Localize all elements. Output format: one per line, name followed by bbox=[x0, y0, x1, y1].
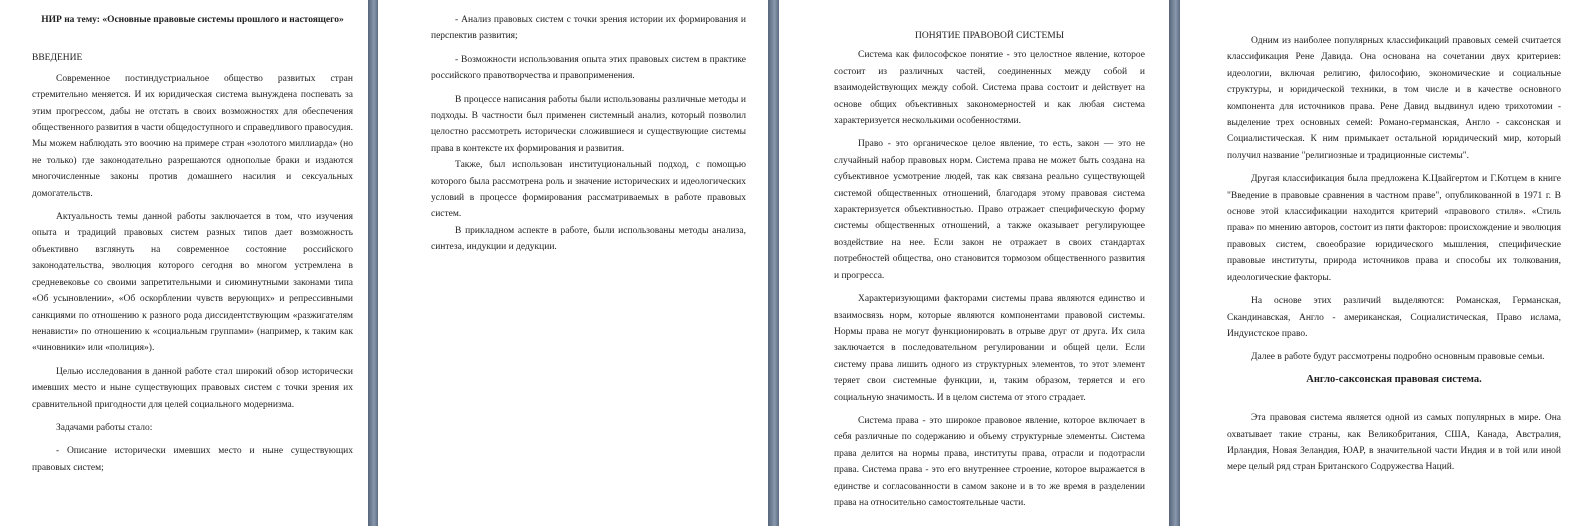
paragraph: На основе этих различий выделяются: Романская, Германская, Скандинавская, Англо - американская, Социалистическая, Право ислама, Индуистское право. bbox=[1227, 296, 1561, 339]
document-page-4[interactable] bbox=[1180, 0, 1585, 526]
list-item: - Анализ правовых систем с точки зрения истории их формирования и перспектив развития; bbox=[431, 15, 746, 42]
page-gap bbox=[368, 0, 378, 526]
paragraph: Задачами работы стало: bbox=[56, 422, 153, 433]
paragraph: Система как философское понятие - это целостное явление, которое состоит из различных частей, соединенных между собой и взаимодействующих между собой. Система права состоит и действует на основе общих объективных закономерностей и как любая система характеризуется несколькими особенностями. bbox=[834, 50, 1145, 127]
page-gap bbox=[1169, 0, 1180, 526]
paragraph: В процессе написания работы были использованы различные методы и подходы. В частности был применен системный анализ, который позволил целостно рассмотреть исторически сложившиеся и существующие системы права в контексте их формирования и развития. bbox=[431, 94, 746, 154]
paragraph: Актуальность темы данной работы заключается в том, что изучения опыта и традиций правовых систем разных типов дает возможность объективно взглянуть на современное состояние российского законодательства, эволюция которого сегодня во многом устремлена в средневековье со своими запретительными и сиюминутными законами типа «Об усыновлении», «Об оскорблении чувств верующих» и репрессивными санкциями по отношению к разного рода диссидентствующим «разжигателям ненависти» по отношению к «социальным группами» (например, к таким как «чиновники» или «полиция»). bbox=[32, 212, 353, 354]
paragraph: Система права - это широкое правовое явление, которое включает в себя различные по содержанию и объему структурные элементы. Система права делится на нормы права, институты права, отрасли и подотрасли права. Система права - это его внутреннее строение, которое выражается в единстве и согласованности в самом законе и в то же время в разделении права на относительно самостоятельные части. bbox=[834, 415, 1145, 508]
section-heading: Англо-саксонская правовая система. bbox=[1306, 373, 1482, 385]
section-heading: ПОНЯТИЕ ПРАВОВОЙ СИСТЕМЫ bbox=[914, 31, 1065, 41]
paragraph: Другая классификация была предложена К.Цвайгертом и Г.Котцем в книге "Введение в правовые сравнения в частном праве", опубликованной в 1971 г. В основе этой классификации находится критерий «правового стиля». «Стиль права» по мнению авторов, состоит из пяти факторов: происхождение и эволюция правовых систем, своеобразие юридического мышления, специфические правовые институты, природа источников права и способы их толкования, идеологические факторы. bbox=[1227, 174, 1561, 283]
paragraph: Далее в работе будут рассмотрены подробно основным правовые семьи. bbox=[1251, 352, 1545, 363]
paragraph: Право - это органическое целое явление, то есть, закон — это не случайный набор правовых норм. Система права не может быть создана на субъективное усмотрение людей, так как связана реально существующей системой общественных отношений, благодаря этому правовая система характеризуется объективностью. Право отражает специфическую форму системы общественных отношений, а также оказывает регулирующее воздействие на нее. Если закон не отражает в своих стандартах потребностей общества, оно становится тормозом общественного развития и прогресса. bbox=[834, 139, 1145, 281]
document-page-2[interactable] bbox=[378, 0, 768, 526]
page-gap bbox=[768, 0, 779, 526]
paragraph: Характеризующими факторами системы права являются единство и взаимосвязь норм, которые являются компонентами правовой системы. Нормы права не могут функционировать в отрыве друг от друга. Их сила заключается в последовательном регулировании и общей цели. Если систему права лишить одного из структурных элементов, то этот элемент теряет свои системные функции, и, таким образом, теряется и его социальную значимость. И в целом система от этого страдает. bbox=[834, 294, 1145, 403]
document-page-1[interactable] bbox=[0, 0, 368, 526]
document-page-3[interactable] bbox=[779, 0, 1169, 526]
list-item: - Описание исторически имевших место и ныне существующих правовых систем; bbox=[32, 446, 353, 473]
paragraph: В прикладном аспекте в работе, были использованы методы анализа, синтеза, индукции и дедукции. bbox=[431, 225, 746, 253]
document-title: НИР на тему: «Основные правовые системы прошлого и настоящего» bbox=[41, 15, 344, 25]
paragraph: Целью исследования в данной работе стал широкий обзор исторически имевших место и ныне существующих правовых систем с точки зрения их сравнительной пригодности для целей социального модернизма. bbox=[32, 366, 353, 410]
section-heading: ВВЕДЕНИЕ bbox=[32, 53, 83, 64]
list-item: - Возможности использования опыта этих правовых систем в практике российского правотворчества и правоприменения. bbox=[431, 54, 746, 82]
paragraph: Одним из наиболее популярных классификаций правовых семей считается классификация Рене Давида. Она основана на сочетании двух критериев: идеологии, включая религию, философию, экономические и социальные структуры, и юридической техники, в том числе и в качестве основного компонента для источников права. Рене Давид выдвинул идею трихотомии - выделение трех основных семей: Романо-германская, Англо - саксонская и Социалистическая. К ним примыкает остальной юридический мир, который получил название "религиозные и традиционные системы". bbox=[1227, 36, 1561, 161]
paragraph: Также, был использован институциональный подход, с помощью которого была рассмотрена роль и значение исторических и идеологических условий в процессе формирования рассматриваемых в работе правовых систем. bbox=[431, 160, 746, 220]
paragraph: Эта правовая система является одной из самых популярных в мире. Она охватывает такие страны, как Великобритания, США, Канада, Австралия, Ирландия, Новая Зеландия, ЮАР, в значительной части Индия и в той или иной мере целый ряд стран Британского Содружества Наций. bbox=[1227, 413, 1561, 473]
paragraph: Современное постиндустриальное общество развитых стран стремительно меняется. И их юридическая система вынуждена поспевать за этим прогрессом, дабы не отстать в своих возможностях для обеспечения общественного развития в части общедоступного и справедливого правосудия. Мы можем наблюдать это воочию на примере стран «золотого миллиарда» (но не только) где законодательно разрешаются однополые браки и издаются многочисленные законы против домашнего насилия и сексуальных домогательств. bbox=[32, 73, 353, 199]
